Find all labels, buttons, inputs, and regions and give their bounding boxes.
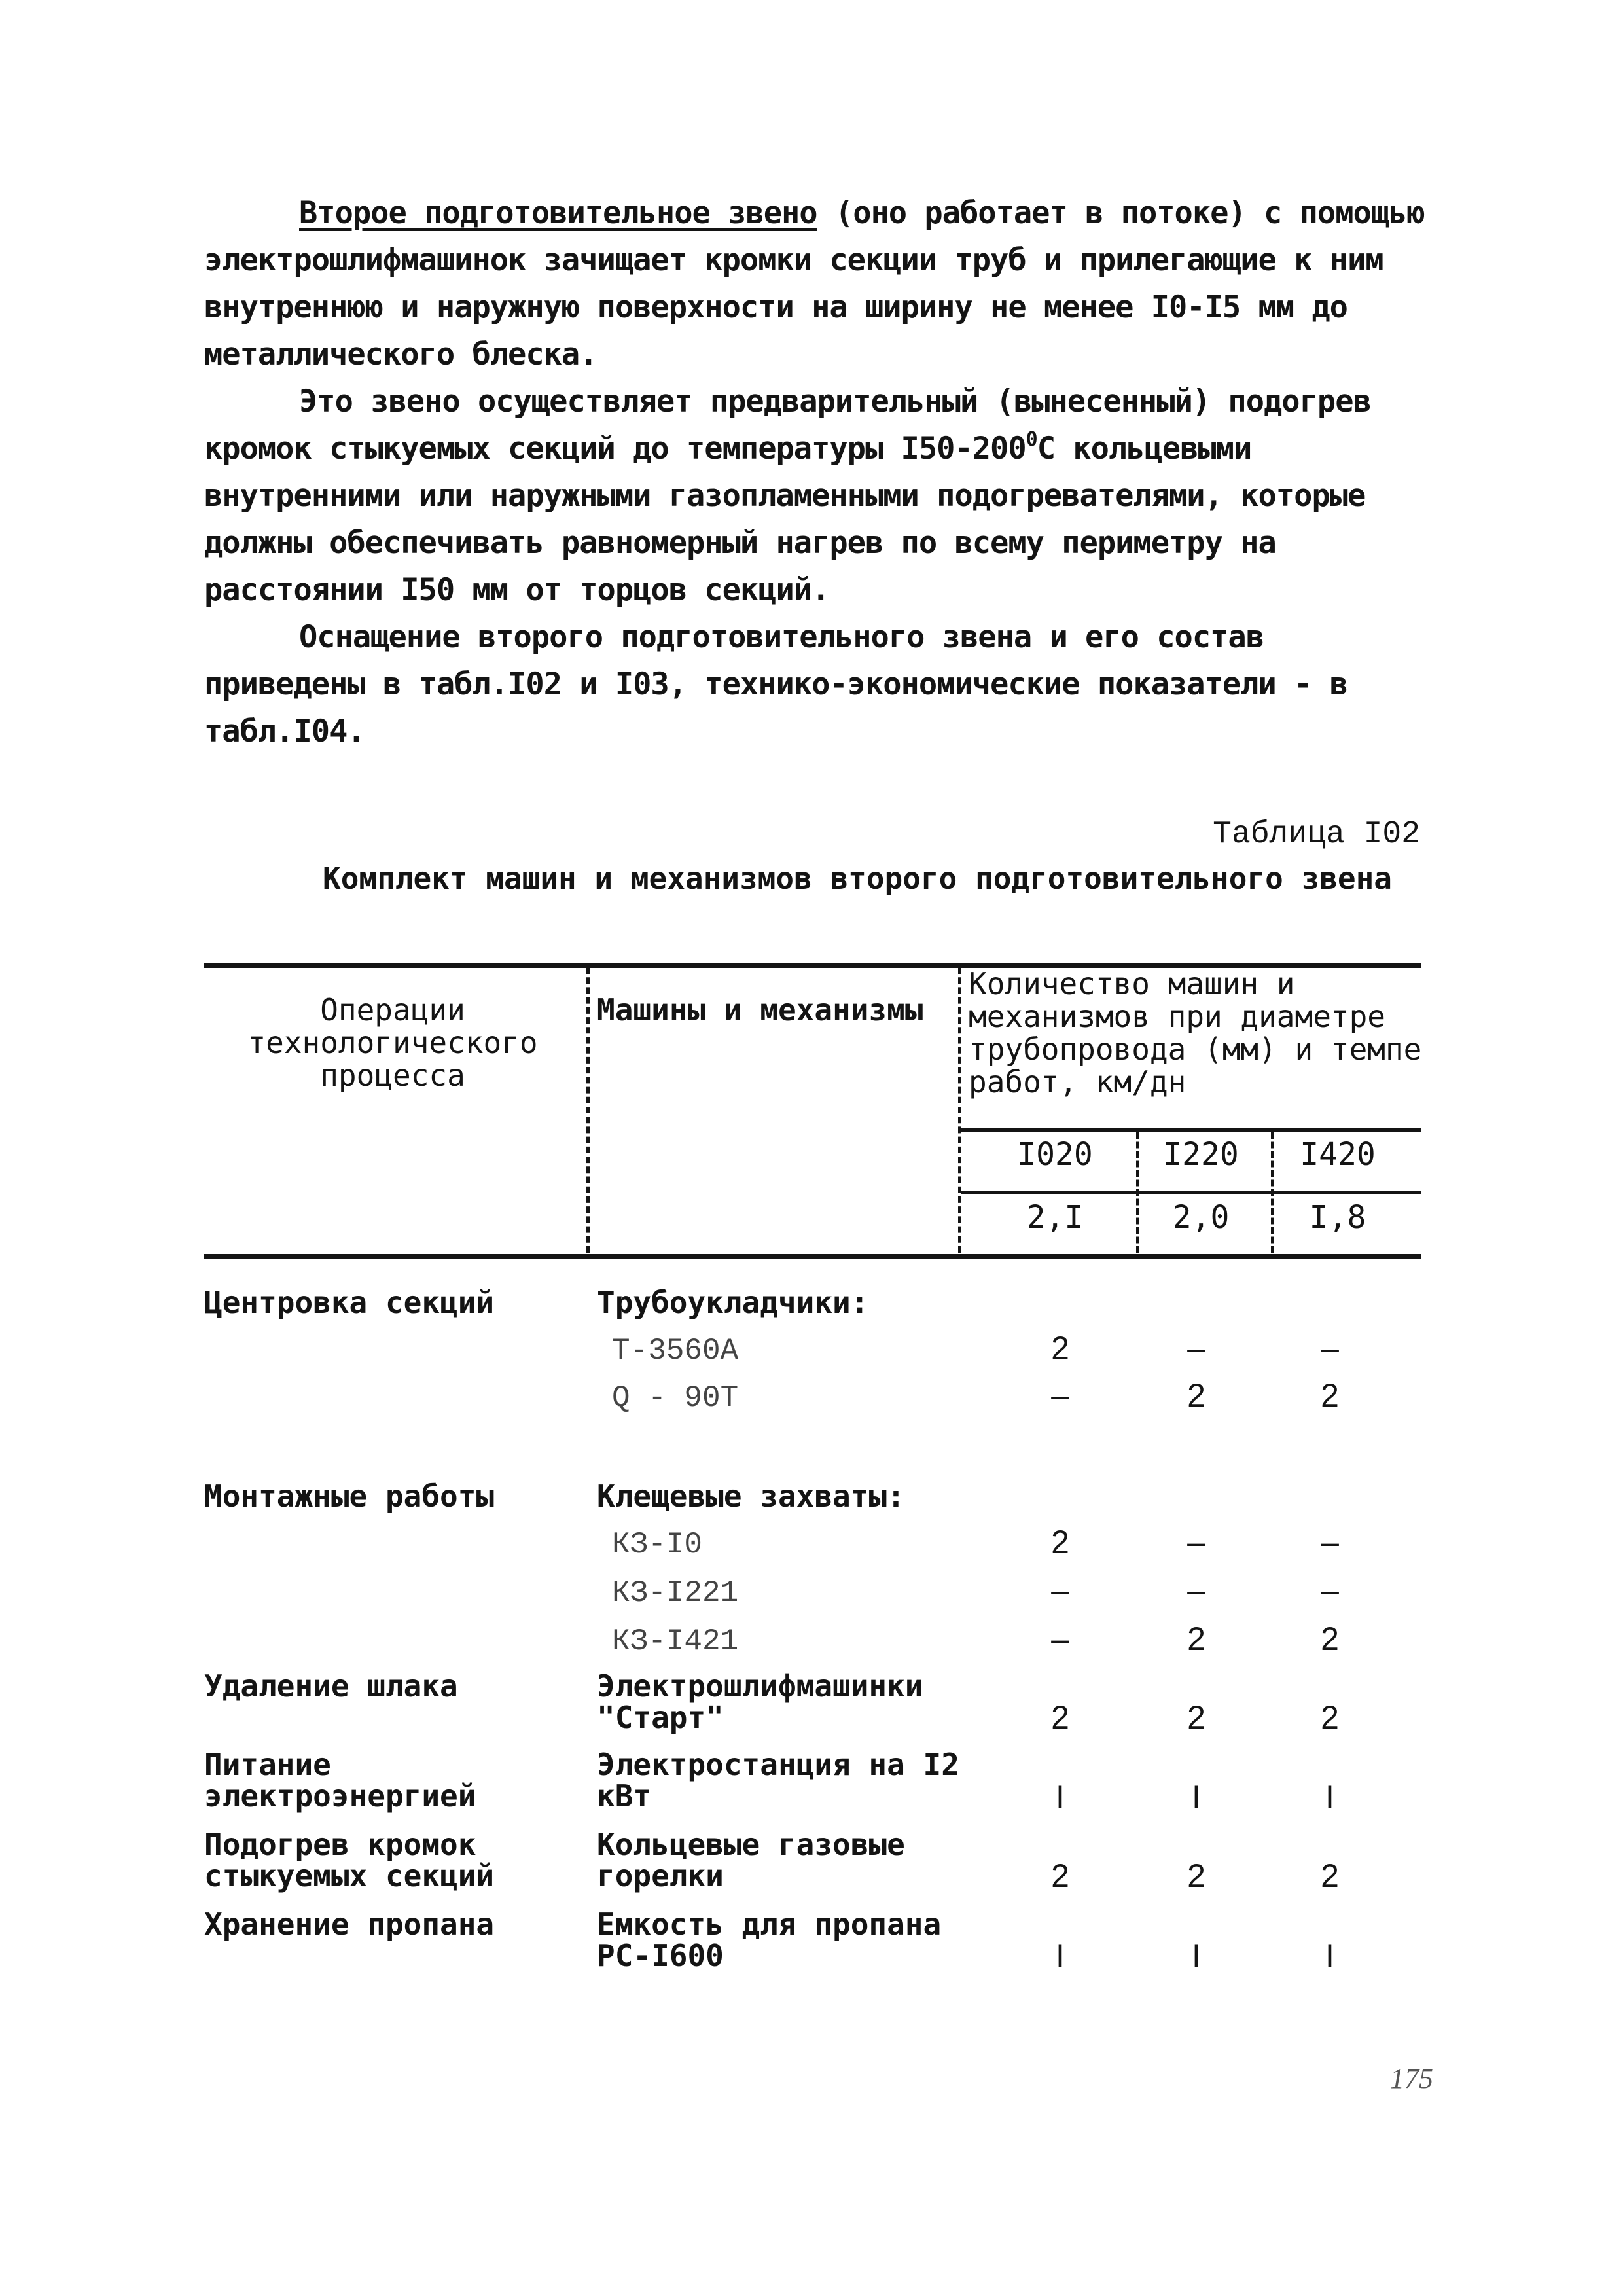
- qty-cell: 2: [1051, 1330, 1069, 1367]
- qty-cell: 2: [1321, 1377, 1339, 1414]
- machine-kz1221: КЗ-I221: [612, 1576, 739, 1610]
- qty-cell: –: [1051, 1572, 1069, 1609]
- paragraph-3: Оснащение второго подготовительного звена и его состав приведены в табл.I02 и I03, технико-экономические показатели - в табл.I04.: [204, 619, 1347, 749]
- machine-clamps: Клещевые захваты:: [597, 1479, 905, 1514]
- diameter-3: I420: [1300, 1136, 1376, 1173]
- table-label: Таблица I02: [1213, 817, 1420, 852]
- machine-t3560a: Т-3560А: [612, 1334, 739, 1368]
- qty-cell: –: [1321, 1524, 1339, 1560]
- paragraph-1-lead: Второе подготовительное звено: [299, 195, 817, 231]
- op-edge-heating: Подогрев кромок стыкуемых секций: [204, 1827, 495, 1893]
- table-header-bottom-rule: [204, 1254, 1421, 1259]
- qty-cell: I: [1192, 1937, 1201, 1974]
- qty-cell: 2: [1321, 1699, 1339, 1736]
- paragraph-2: [204, 378, 1428, 614]
- qty-cell: 2: [1187, 1857, 1205, 1894]
- qty-cell: 2: [1321, 1857, 1339, 1894]
- table-title: Комплект машин и механизмов второго подготовительного звена: [323, 861, 1392, 896]
- qty-cell: –: [1051, 1621, 1069, 1657]
- qty-cell: 2: [1051, 1857, 1069, 1894]
- diameter-top-rule: [961, 1128, 1421, 1132]
- qty-cell: I: [1325, 1779, 1334, 1816]
- diameter-1: I020: [1017, 1136, 1093, 1173]
- header-machines: Машины и механизмы: [597, 992, 923, 1028]
- qty-cell: 2: [1051, 1524, 1069, 1560]
- op-alignment: Центровка секций: [204, 1285, 495, 1320]
- machine-propane-tank: Емкость для пропана РС-I600: [597, 1907, 942, 1973]
- qty-cell: 2: [1187, 1699, 1205, 1736]
- machine-kz10: КЗ-I0: [612, 1528, 703, 1562]
- paragraph-2-part-b: С кольцевыми внутренними или наружными газопламенными подогревателями, которые должны обеспечивать равномерный нагрев по всему периметру на расстоянии I50 мм от торцов секций.: [204, 431, 1366, 608]
- header-operations: Операции технологического процесса: [247, 992, 538, 1093]
- machine-power-station: Электростанция на I2 кВт: [597, 1747, 959, 1814]
- qty-cell: I: [1192, 1779, 1201, 1816]
- qty-cell: I: [1056, 1937, 1065, 1974]
- qty-cell: –: [1187, 1572, 1205, 1609]
- qty-cell: –: [1321, 1572, 1339, 1609]
- paragraph-1: [204, 190, 1428, 378]
- machine-q90t: Q - 90Т: [612, 1381, 739, 1415]
- qty-cell: –: [1051, 1377, 1069, 1414]
- qty-cell: I: [1056, 1779, 1065, 1816]
- qty-cell: 2: [1187, 1377, 1205, 1414]
- op-power-supply: Питание электроэнергией: [204, 1747, 476, 1814]
- machine-gas-burners: Кольцевые газовые горелки: [597, 1827, 905, 1893]
- tempo-1: 2,I: [1026, 1199, 1084, 1236]
- qty-cell: –: [1187, 1330, 1205, 1367]
- qty-cell: 2: [1187, 1621, 1205, 1657]
- degree-superscript: 0: [1026, 428, 1037, 451]
- qty-cell: –: [1321, 1330, 1339, 1367]
- op-slag-removal: Удаление шлака: [204, 1668, 458, 1704]
- page-number: 175: [1390, 2062, 1433, 2094]
- machine-pipelayers: Трубоукладчики:: [597, 1285, 869, 1320]
- qty-cell: –: [1187, 1524, 1205, 1560]
- header-quantity: Количество машин и механизмов при диаметре трубопровода (мм) и темпе работ, км/дн: [969, 966, 1422, 1100]
- tempo-3: I,8: [1309, 1199, 1366, 1236]
- qty-cell: I: [1325, 1937, 1334, 1974]
- column-separator-1: [586, 967, 590, 1253]
- op-propane-storage: Хранение пропана: [204, 1907, 495, 1942]
- tempo-2: 2,0: [1172, 1199, 1230, 1236]
- diameter-2: I220: [1163, 1136, 1239, 1173]
- qty-cell: 2: [1321, 1621, 1339, 1657]
- tempo-top-rule: [961, 1191, 1421, 1194]
- qty-cell: 2: [1051, 1699, 1069, 1736]
- op-assembly: Монтажные работы: [204, 1479, 495, 1514]
- paragraph-2-part-a: Это звено осуществляет предварительный (вынесенный) подогрев кромок стыкуемых секций до температуры I50-200: [204, 384, 1371, 467]
- machine-grinders: Электрошлифмашинки "Старт": [597, 1668, 923, 1735]
- paragraph-1-body: (оно работает в потоке) с помощью электрошлифмашинок зачищает кромки секции труб и прилегающие к ним внутреннюю и наружную поверхности на ширину не менее I0-I5 мм до металлического блеска.: [204, 195, 1425, 372]
- machine-kz1421: КЗ-I421: [612, 1624, 739, 1659]
